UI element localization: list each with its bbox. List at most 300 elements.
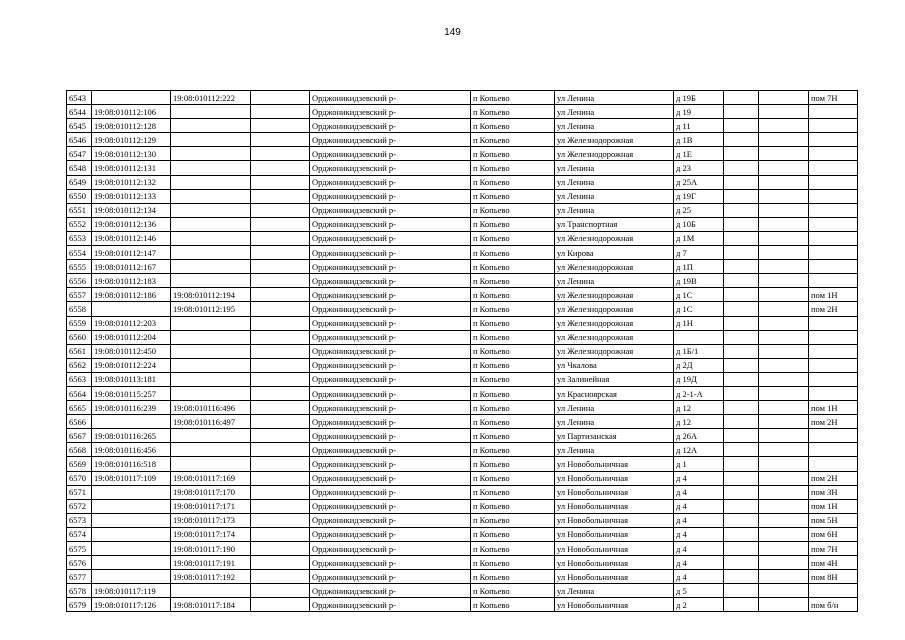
street-cell: ул Железнодорожная	[555, 330, 674, 344]
district-cell: Орджоникидзевский р-	[310, 485, 471, 499]
row-number-cell: 6568	[67, 443, 92, 457]
settlement-cell: п Копьево	[471, 133, 555, 147]
extra-cell-1	[724, 401, 759, 415]
empty-cell	[251, 203, 310, 217]
table-row	[67, 161, 858, 175]
table-row	[67, 119, 858, 133]
cadastral-number-2-cell	[171, 344, 251, 358]
table-row	[67, 316, 858, 330]
empty-cell	[251, 147, 310, 161]
settlement-cell: п Копьево	[471, 471, 555, 485]
district-cell: Орджоникидзевский р-	[310, 274, 471, 288]
street-cell: ул Ленина	[555, 443, 674, 457]
house-cell: д 19Г	[674, 189, 724, 203]
cadastral-number-cell: 19:08:010113:181	[92, 372, 171, 386]
extra-cell-2	[759, 344, 809, 358]
street-cell: ул Новобольничная	[555, 570, 674, 584]
district-cell: Орджоникидзевский р-	[310, 316, 471, 330]
table-row	[67, 217, 858, 231]
street-cell: ул Новобольничная	[555, 485, 674, 499]
table-row	[67, 147, 858, 161]
extra-cell-1	[724, 231, 759, 245]
cadastral-number-2-cell: 19:08:010112:222	[171, 91, 251, 105]
district-cell: Орджоникидзевский р-	[310, 513, 471, 527]
street-cell: ул Залинейная	[555, 372, 674, 386]
cadastral-number-2-cell	[171, 189, 251, 203]
cadastral-number-cell: 19:08:010112:132	[92, 175, 171, 189]
cadastral-number-2-cell	[171, 133, 251, 147]
empty-cell	[251, 316, 310, 330]
premises-cell	[809, 344, 858, 358]
settlement-cell: п Копьево	[471, 189, 555, 203]
cadastral-number-cell: 19:08:010112:129	[92, 133, 171, 147]
extra-cell-2	[759, 584, 809, 598]
house-cell: д 4	[674, 485, 724, 499]
row-number-cell: 6556	[67, 274, 92, 288]
table-row	[67, 443, 858, 457]
settlement-cell: п Копьево	[471, 119, 555, 133]
table-row	[67, 133, 858, 147]
cadastral-number-2-cell: 19:08:010116:496	[171, 401, 251, 415]
premises-cell	[809, 584, 858, 598]
row-number-cell: 6543	[67, 91, 92, 105]
cadastral-number-cell	[92, 415, 171, 429]
district-cell: Орджоникидзевский р-	[310, 570, 471, 584]
house-cell: д 4	[674, 542, 724, 556]
district-cell: Орджоникидзевский р-	[310, 231, 471, 245]
extra-cell-1	[724, 175, 759, 189]
extra-cell-2	[759, 429, 809, 443]
street-cell: ул Железнодорожная	[555, 231, 674, 245]
empty-cell	[251, 598, 310, 612]
extra-cell-1	[724, 358, 759, 372]
extra-cell-1	[724, 598, 759, 612]
settlement-cell: п Копьево	[471, 598, 555, 612]
cadastral-number-2-cell	[171, 217, 251, 231]
street-cell: ул Ленина	[555, 175, 674, 189]
extra-cell-2	[759, 133, 809, 147]
premises-cell: пом 1Н	[809, 499, 858, 513]
cadastral-number-2-cell: 19:08:010117:174	[171, 527, 251, 541]
district-cell: Орджоникидзевский р-	[310, 217, 471, 231]
street-cell: ул Железнодорожная	[555, 147, 674, 161]
extra-cell-1	[724, 119, 759, 133]
table-row	[67, 175, 858, 189]
extra-cell-1	[724, 217, 759, 231]
table-row	[67, 457, 858, 471]
cadastral-number-2-cell	[171, 105, 251, 119]
premises-cell	[809, 372, 858, 386]
settlement-cell: п Копьево	[471, 344, 555, 358]
extra-cell-2	[759, 274, 809, 288]
street-cell: ул Железнодорожная	[555, 302, 674, 316]
street-cell: ул Новобольничная	[555, 457, 674, 471]
row-number-cell: 6560	[67, 330, 92, 344]
table-row	[67, 598, 858, 612]
table-row	[67, 584, 858, 598]
cadastral-number-2-cell	[171, 119, 251, 133]
cadastral-number-cell: 19:08:010112:204	[92, 330, 171, 344]
settlement-cell: п Копьево	[471, 288, 555, 302]
cadastral-number-cell: 19:08:010117:119	[92, 584, 171, 598]
house-cell: д 19Д	[674, 372, 724, 386]
empty-cell	[251, 443, 310, 457]
empty-cell	[251, 246, 310, 260]
premises-cell	[809, 457, 858, 471]
extra-cell-1	[724, 316, 759, 330]
premises-cell	[809, 105, 858, 119]
settlement-cell: п Копьево	[471, 246, 555, 260]
cadastral-number-2-cell: 19:08:010116:497	[171, 415, 251, 429]
cadastral-number-cell: 19:08:010112:167	[92, 260, 171, 274]
cadastral-number-2-cell: 19:08:010117:169	[171, 471, 251, 485]
cadastral-number-2-cell	[171, 386, 251, 400]
extra-cell-1	[724, 513, 759, 527]
settlement-cell: п Копьево	[471, 443, 555, 457]
house-cell: д 10Б	[674, 217, 724, 231]
cadastral-number-2-cell: 19:08:010117:170	[171, 485, 251, 499]
district-cell: Орджоникидзевский р-	[310, 457, 471, 471]
cadastral-number-2-cell	[171, 330, 251, 344]
table-row	[67, 288, 858, 302]
extra-cell-2	[759, 372, 809, 386]
premises-cell	[809, 386, 858, 400]
row-number-cell: 6569	[67, 457, 92, 471]
row-number-cell: 6573	[67, 513, 92, 527]
extra-cell-1	[724, 485, 759, 499]
settlement-cell: п Копьево	[471, 91, 555, 105]
table-row	[67, 91, 858, 105]
street-cell: ул Красноярская	[555, 386, 674, 400]
cadastral-number-cell: 19:08:010112:450	[92, 344, 171, 358]
empty-cell	[251, 527, 310, 541]
street-cell: ул Новобольничная	[555, 598, 674, 612]
extra-cell-2	[759, 415, 809, 429]
settlement-cell: п Копьево	[471, 358, 555, 372]
cadastral-number-cell: 19:08:010116:239	[92, 401, 171, 415]
house-cell: д 4	[674, 513, 724, 527]
extra-cell-2	[759, 189, 809, 203]
cadastral-number-cell: 19:08:010112:106	[92, 105, 171, 119]
cadastral-number-2-cell	[171, 358, 251, 372]
settlement-cell: п Копьево	[471, 584, 555, 598]
settlement-cell: п Копьево	[471, 386, 555, 400]
premises-cell	[809, 231, 858, 245]
cadastral-number-2-cell	[171, 175, 251, 189]
empty-cell	[251, 260, 310, 274]
street-cell: ул Новобольничная	[555, 513, 674, 527]
house-cell: д 1С	[674, 302, 724, 316]
row-number-cell: 6551	[67, 203, 92, 217]
extra-cell-2	[759, 203, 809, 217]
district-cell: Орджоникидзевский р-	[310, 443, 471, 457]
district-cell: Орджоникидзевский р-	[310, 161, 471, 175]
district-cell: Орджоникидзевский р-	[310, 358, 471, 372]
cadastral-number-2-cell: 19:08:010117:192	[171, 570, 251, 584]
extra-cell-2	[759, 330, 809, 344]
extra-cell-2	[759, 358, 809, 372]
row-number-cell: 6557	[67, 288, 92, 302]
empty-cell	[251, 584, 310, 598]
house-cell: д 4	[674, 499, 724, 513]
extra-cell-2	[759, 457, 809, 471]
settlement-cell: п Копьево	[471, 231, 555, 245]
cadastral-number-2-cell	[171, 231, 251, 245]
street-cell: ул Ленина	[555, 119, 674, 133]
cadastral-number-cell: 19:08:010112:130	[92, 147, 171, 161]
settlement-cell: п Копьево	[471, 401, 555, 415]
house-cell: д 1Б/1	[674, 344, 724, 358]
extra-cell-1	[724, 429, 759, 443]
settlement-cell: п Копьево	[471, 302, 555, 316]
row-number-cell: 6566	[67, 415, 92, 429]
cadastral-number-2-cell: 19:08:010117:190	[171, 542, 251, 556]
row-number-cell: 6567	[67, 429, 92, 443]
cadastral-number-cell: 19:08:010112:146	[92, 231, 171, 245]
extra-cell-1	[724, 288, 759, 302]
cadastral-number-cell: 19:08:010116:518	[92, 457, 171, 471]
premises-cell: пом 2Н	[809, 471, 858, 485]
row-number-cell: 6548	[67, 161, 92, 175]
house-cell: д 12	[674, 415, 724, 429]
district-cell: Орджоникидзевский р-	[310, 119, 471, 133]
extra-cell-2	[759, 513, 809, 527]
street-cell: ул Кирова	[555, 246, 674, 260]
settlement-cell: п Копьево	[471, 556, 555, 570]
extra-cell-2	[759, 147, 809, 161]
table-row	[67, 429, 858, 443]
empty-cell	[251, 542, 310, 556]
premises-cell	[809, 133, 858, 147]
extra-cell-1	[724, 344, 759, 358]
extra-cell-1	[724, 246, 759, 260]
row-number-cell: 6546	[67, 133, 92, 147]
house-cell: д 1М	[674, 231, 724, 245]
table-row	[67, 570, 858, 584]
street-cell: ул Железнодорожная	[555, 133, 674, 147]
table-row	[67, 527, 858, 541]
cadastral-number-cell: 19:08:010116:456	[92, 443, 171, 457]
registry-table	[66, 90, 858, 612]
street-cell: ул Ленина	[555, 274, 674, 288]
extra-cell-1	[724, 161, 759, 175]
premises-cell: пом 2Н	[809, 302, 858, 316]
extra-cell-2	[759, 401, 809, 415]
table-row	[67, 542, 858, 556]
empty-cell	[251, 288, 310, 302]
row-number-cell: 6577	[67, 570, 92, 584]
extra-cell-1	[724, 91, 759, 105]
settlement-cell: п Копьево	[471, 147, 555, 161]
street-cell: ул Ленина	[555, 203, 674, 217]
premises-cell: пом 2Н	[809, 415, 858, 429]
table-row	[67, 105, 858, 119]
extra-cell-2	[759, 302, 809, 316]
extra-cell-2	[759, 260, 809, 274]
table-row	[67, 513, 858, 527]
house-cell: д 1Е	[674, 147, 724, 161]
settlement-cell: п Копьево	[471, 542, 555, 556]
empty-cell	[251, 274, 310, 288]
street-cell: ул Железнодорожная	[555, 288, 674, 302]
row-number-cell: 6564	[67, 386, 92, 400]
cadastral-number-2-cell: 19:08:010117:191	[171, 556, 251, 570]
settlement-cell: п Копьево	[471, 175, 555, 189]
cadastral-number-2-cell	[171, 584, 251, 598]
extra-cell-1	[724, 542, 759, 556]
district-cell: Орджоникидзевский р-	[310, 288, 471, 302]
premises-cell: пом 7Н	[809, 91, 858, 105]
table-row	[67, 231, 858, 245]
house-cell: д 2-1-А	[674, 386, 724, 400]
settlement-cell: п Копьево	[471, 274, 555, 288]
house-cell: д 19Б	[674, 91, 724, 105]
district-cell: Орджоникидзевский р-	[310, 91, 471, 105]
table-row	[67, 386, 858, 400]
house-cell: д 7	[674, 246, 724, 260]
district-cell: Орджоникидзевский р-	[310, 584, 471, 598]
street-cell: ул Новобольничная	[555, 499, 674, 513]
extra-cell-2	[759, 570, 809, 584]
extra-cell-1	[724, 260, 759, 274]
extra-cell-1	[724, 499, 759, 513]
extra-cell-1	[724, 584, 759, 598]
cadastral-number-cell: 19:08:010112:147	[92, 246, 171, 260]
district-cell: Орджоникидзевский р-	[310, 133, 471, 147]
settlement-cell: п Копьево	[471, 457, 555, 471]
district-cell: Орджоникидзевский р-	[310, 471, 471, 485]
extra-cell-1	[724, 415, 759, 429]
cadastral-number-2-cell	[171, 443, 251, 457]
extra-cell-2	[759, 119, 809, 133]
premises-cell	[809, 443, 858, 457]
premises-cell	[809, 330, 858, 344]
cadastral-number-cell: 19:08:010117:109	[92, 471, 171, 485]
table-row	[67, 499, 858, 513]
extra-cell-2	[759, 499, 809, 513]
house-cell: д 2Д	[674, 358, 724, 372]
cadastral-number-2-cell	[171, 203, 251, 217]
house-cell: д 25А	[674, 175, 724, 189]
empty-cell	[251, 401, 310, 415]
row-number-cell: 6572	[67, 499, 92, 513]
row-number-cell: 6574	[67, 527, 92, 541]
extra-cell-1	[724, 274, 759, 288]
empty-cell	[251, 471, 310, 485]
street-cell: ул Новобольничная	[555, 527, 674, 541]
extra-cell-2	[759, 471, 809, 485]
cadastral-number-cell	[92, 302, 171, 316]
district-cell: Орджоникидзевский р-	[310, 556, 471, 570]
extra-cell-2	[759, 246, 809, 260]
empty-cell	[251, 415, 310, 429]
premises-cell: пом 3Н	[809, 485, 858, 499]
house-cell: д 12А	[674, 443, 724, 457]
table-row	[67, 189, 858, 203]
row-number-cell: 6570	[67, 471, 92, 485]
empty-cell	[251, 358, 310, 372]
extra-cell-2	[759, 91, 809, 105]
cadastral-number-cell: 19:08:010117:126	[92, 598, 171, 612]
page-number: 149	[444, 27, 461, 38]
table-row	[67, 260, 858, 274]
extra-cell-2	[759, 542, 809, 556]
extra-cell-1	[724, 189, 759, 203]
premises-cell	[809, 358, 858, 372]
empty-cell	[251, 189, 310, 203]
row-number-cell: 6571	[67, 485, 92, 499]
house-cell: д 12	[674, 401, 724, 415]
table-row	[67, 485, 858, 499]
street-cell: ул Ленина	[555, 401, 674, 415]
premises-cell	[809, 246, 858, 260]
premises-cell: пом 1Н	[809, 401, 858, 415]
premises-cell	[809, 217, 858, 231]
empty-cell	[251, 344, 310, 358]
row-number-cell: 6544	[67, 105, 92, 119]
empty-cell	[251, 429, 310, 443]
extra-cell-1	[724, 105, 759, 119]
house-cell: д 4	[674, 570, 724, 584]
district-cell: Орджоникидзевский р-	[310, 246, 471, 260]
house-cell: д 26А	[674, 429, 724, 443]
row-number-cell: 6575	[67, 542, 92, 556]
table-row	[67, 401, 858, 415]
district-cell: Орджоникидзевский р-	[310, 542, 471, 556]
house-cell: д 5	[674, 584, 724, 598]
extra-cell-1	[724, 372, 759, 386]
cadastral-number-cell: 19:08:010112:183	[92, 274, 171, 288]
empty-cell	[251, 513, 310, 527]
street-cell: ул Железнодорожная	[555, 316, 674, 330]
table-row	[67, 246, 858, 260]
premises-cell: пом 4Н	[809, 556, 858, 570]
extra-cell-2	[759, 288, 809, 302]
cadastral-number-2-cell	[171, 429, 251, 443]
street-cell: ул Железнодорожная	[555, 344, 674, 358]
empty-cell	[251, 175, 310, 189]
row-number-cell: 6554	[67, 246, 92, 260]
extra-cell-2	[759, 175, 809, 189]
cadastral-number-2-cell: 19:08:010117:171	[171, 499, 251, 513]
row-number-cell: 6552	[67, 217, 92, 231]
district-cell: Орджоникидзевский р-	[310, 429, 471, 443]
street-cell: ул Чкалова	[555, 358, 674, 372]
empty-cell	[251, 119, 310, 133]
cadastral-number-2-cell	[171, 161, 251, 175]
cadastral-number-cell: 19:08:010112:224	[92, 358, 171, 372]
district-cell: Орджоникидзевский р-	[310, 175, 471, 189]
cadastral-number-cell	[92, 527, 171, 541]
street-cell: ул Ленина	[555, 105, 674, 119]
row-number-cell: 6563	[67, 372, 92, 386]
row-number-cell: 6555	[67, 260, 92, 274]
settlement-cell: п Копьево	[471, 499, 555, 513]
house-cell: д 4	[674, 527, 724, 541]
table-row	[67, 274, 858, 288]
extra-cell-1	[724, 527, 759, 541]
cadastral-number-2-cell	[171, 457, 251, 471]
row-number-cell: 6562	[67, 358, 92, 372]
table-row	[67, 358, 858, 372]
premises-cell: пом б/н	[809, 598, 858, 612]
house-cell: д 1С	[674, 288, 724, 302]
table-row	[67, 302, 858, 316]
row-number-cell: 6558	[67, 302, 92, 316]
district-cell: Орджоникидзевский р-	[310, 598, 471, 612]
district-cell: Орджоникидзевский р-	[310, 344, 471, 358]
row-number-cell: 6553	[67, 231, 92, 245]
